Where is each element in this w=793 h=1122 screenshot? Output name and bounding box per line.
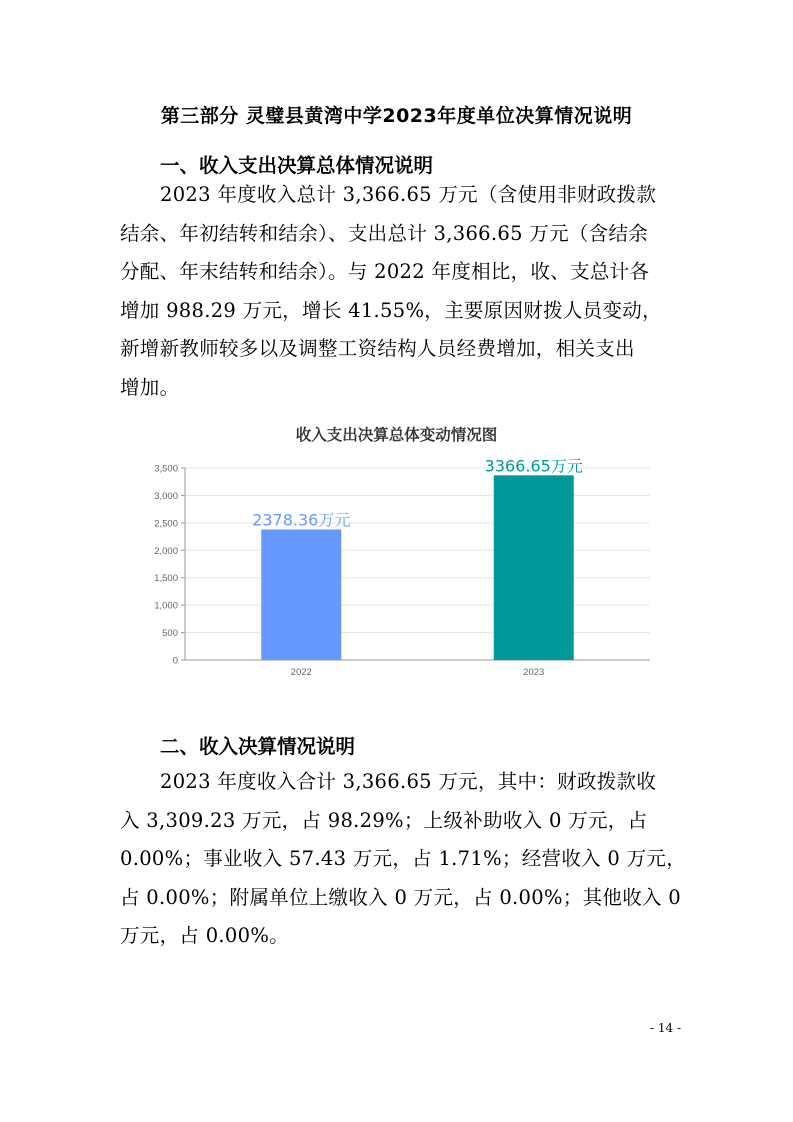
paragraph-line: 分配、年末结转和结余）。与 2022 年度相比，收、支总计各 — [120, 260, 650, 283]
paragraph-line: 2023 年度收入总计 3,366.65 万元（含使用非财政拨款 — [160, 183, 657, 206]
paragraph-line: 增加。 — [120, 375, 180, 399]
x-tick-label: 2023 — [523, 667, 545, 678]
paragraph-line: 万元，占 0.00%。 — [120, 924, 289, 947]
page-number: - 14 - — [650, 1021, 682, 1035]
page-title: 第三部分 灵璧县黄湾中学2023年度单位决算情况说明 — [160, 105, 633, 127]
y-tick-label: 1,500 — [154, 573, 178, 585]
chart-title: 收入支出决算总体变动情况图 — [295, 426, 498, 444]
bar-2023 — [494, 475, 574, 660]
x-tick-label: 2022 — [290, 667, 312, 678]
paragraph-line: 增加 988.29 万元，增长 41.55%，主要原因财拨人员变动， — [120, 298, 662, 322]
y-tick-label: 2,500 — [154, 518, 178, 530]
data-label: 3366.65万元 — [484, 456, 583, 476]
paragraph-line: 入 3,309.23 万元，占 98.29%；上级补助收入 0 万元，占 — [120, 808, 648, 832]
paragraph-line: 占 0.00%；附属单位上缴收入 0 万元，占 0.00%；其他收入 0 — [120, 885, 681, 909]
paragraph-line: 新增新教师较多以及调整工资结构人员经费增加，相关支出 — [120, 337, 635, 360]
section1-paragraph — [120, 176, 680, 407]
data-label: 2378.36万元 — [252, 510, 351, 530]
y-tick-label: 3,500 — [154, 463, 178, 475]
section2-heading: 二、收入决算情况说明 — [160, 735, 356, 758]
bar-2022 — [261, 530, 341, 660]
y-tick-label: 3,000 — [154, 490, 178, 502]
y-tick-label: 2,000 — [154, 545, 178, 557]
y-tick-label: 1,000 — [154, 600, 178, 612]
paragraph-line: 0.00%；事业收入 57.43 万元，占 1.71%；经营收入 0 万元， — [120, 847, 687, 870]
section1-heading: 一、收入支出决算总体情况说明 — [160, 154, 434, 177]
paragraph-line: 2023 年度收入合计 3,366.65 万元，其中：财政拨款收 — [160, 770, 657, 793]
bar-chart — [140, 455, 660, 685]
y-tick-label: 500 — [162, 628, 178, 640]
section2-paragraph — [120, 763, 687, 956]
y-tick-label: 0 — [172, 655, 178, 667]
paragraph-line: 结余、年初结转和结余）、支出总计 3,366.65 万元（含结余 — [120, 221, 649, 245]
